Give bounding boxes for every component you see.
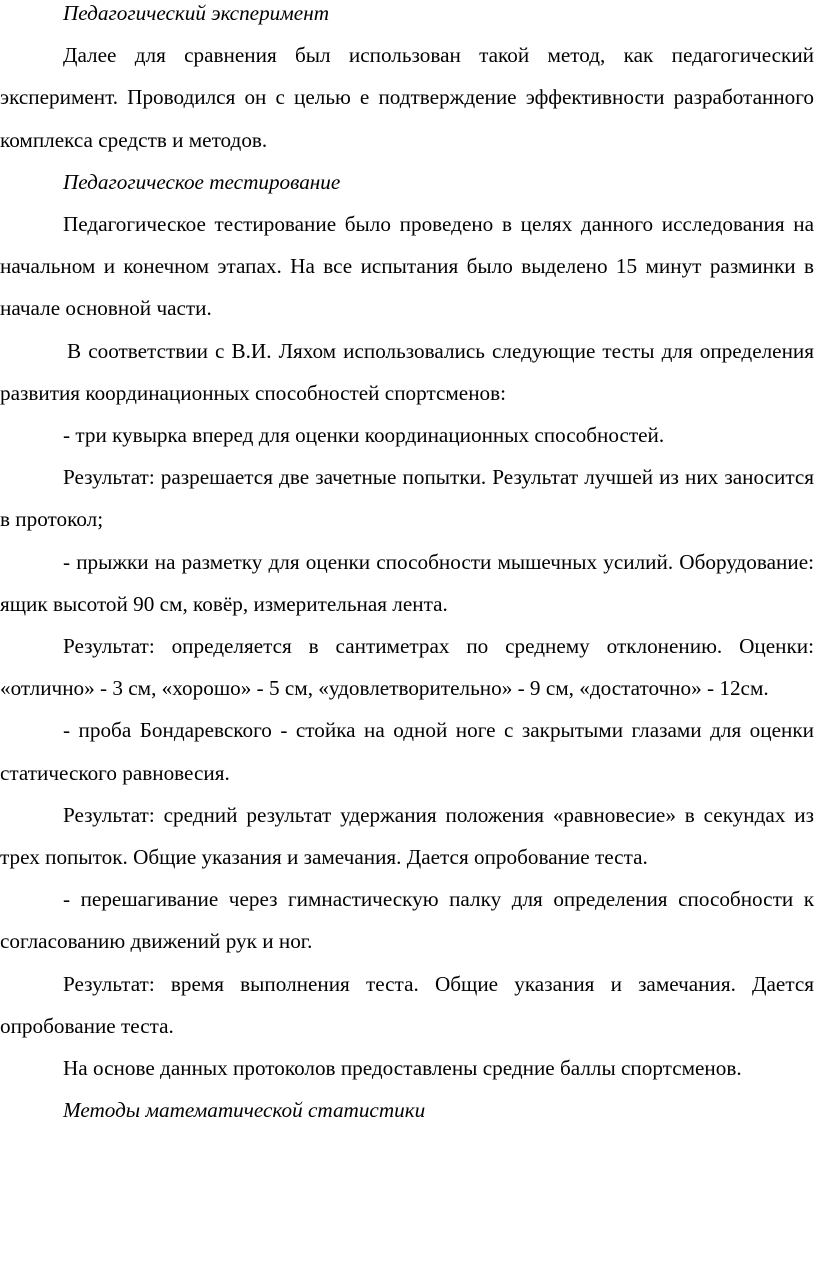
paragraph-average-scores: На основе данных протоколов предоставлены средние баллы спортсменов. [63, 1056, 742, 1081]
paragraph-test-bondarevsky: - проба Бондаревского - стойка на одной ноге с закрытыми глазами для оценки статического равновесия. [0, 718, 814, 785]
paragraph-result-bondarevsky: Результат: средний результат удержания положения «равновесие» в секундах из трех попыток. Общие указания и замечания. Дается опробование теста. [0, 802, 814, 870]
heading-pedagogical-testing: Педагогическое тестирование [63, 169, 341, 194]
paragraph-result-stick-stepping: Результат: время выполнения теста. Общие указания и замечания. Дается опробование теста. [0, 971, 814, 1038]
heading-pedagogical-experiment: Педагогический эксперимент [63, 1, 330, 25]
paragraph-test-somersaults: - три кувырка вперед для оценки координационных способностей. [63, 423, 665, 448]
paragraph-testing-description: Педагогическое тестирование было проведено в целях данного исследования на начальном и конечном этапах. На все испытания было выделено 15 минут разминки в начале основной части. [0, 212, 814, 321]
paragraph-test-stick-stepping: - перешагивание через гимнастическую палку для определения способности к согласованию движений рук и ног. [0, 887, 814, 954]
paragraph-lyakh-tests-intro: В соответствии с В.И. Ляхом использовались следующие тесты для определения развития координационных способностей спортсменов: [0, 338, 814, 405]
paragraph-result-somersaults: Результат: разрешается две зачетные попытки. Результат лучшей из них заносится в протокол; [0, 465, 814, 532]
paragraph-test-jumps: - прыжки на разметку для оценки способности мышечных усилий. Оборудование: ящик высотой 90 см, ковёр, измерительная лента. [0, 549, 814, 616]
heading-math-statistics: Методы математической статистики [63, 1098, 426, 1123]
paragraph-result-jumps: Результат: определяется в сантиметрах по среднему отклонению. Оценки: «отлично» - 3 см, «хорошо» - 5 см, «удовлетворительно» - 9 см, «достаточно» - 12см. [0, 634, 814, 701]
paragraph-experiment-description: Далее для сравнения был использован такой метод, как педагогический эксперимент. Проводился он с целью е подтверждение эффективности разработанного комплекса средств и методов. [0, 43, 814, 152]
